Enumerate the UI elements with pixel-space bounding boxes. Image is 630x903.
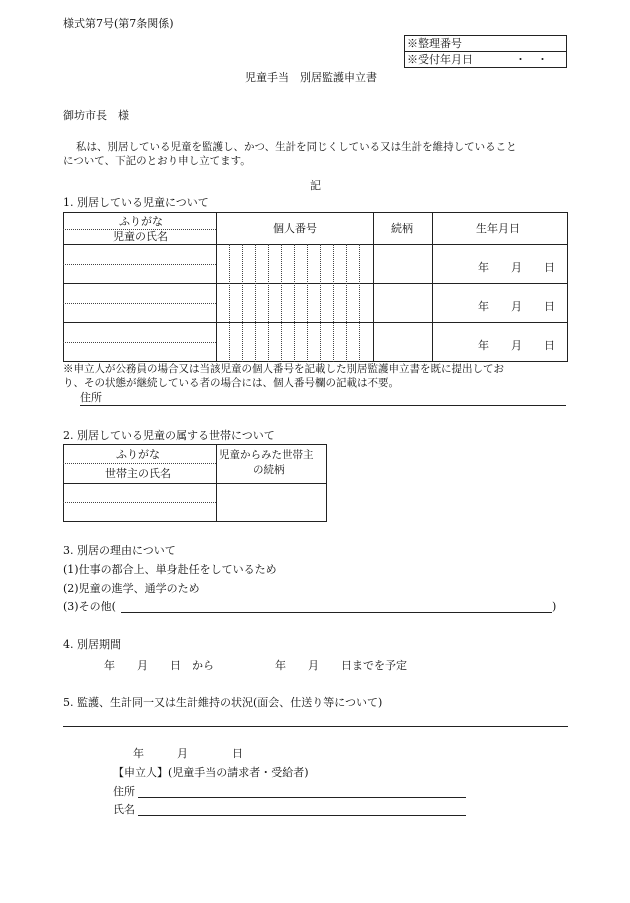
child-birthdate-row-2: 年 月 日: [478, 300, 555, 313]
mynumber-note-line-1: ※申立人が公務員の場合又は当該児童の個人番号を記載した別居監護申立書を既に提出してお: [63, 363, 504, 375]
child-table: [63, 212, 568, 362]
birthdate-header: 生年月日: [476, 222, 520, 235]
period-to: 年 月 日までを予定: [275, 659, 407, 672]
office-box-row1: ※整理番号: [407, 37, 462, 50]
reason-2: (2)児童の進学、通学のため: [63, 582, 200, 595]
householder-furigana-header: ふりがな: [116, 448, 160, 461]
reason-1: (1)仕事の都合上、単身赴任をしているため: [63, 563, 277, 576]
section1-heading: 1. 別居している児童について: [63, 196, 209, 209]
applicant-address-line[interactable]: [138, 797, 466, 798]
child-furigana-header: ふりがな: [119, 215, 163, 228]
applicant-address-label: 住所: [113, 785, 135, 798]
section5-heading: 5. 監護、生計同一又は生計維持の状況(面会、仕送り等について): [63, 696, 383, 709]
office-box-divider: [404, 51, 567, 52]
householder-relation-header-1: 児童からみた世帯主: [219, 449, 314, 461]
child-name-header: 児童の氏名: [113, 230, 168, 243]
householder-name-header: 世帯主の氏名: [105, 467, 171, 480]
reason-other-line[interactable]: [121, 612, 552, 613]
statement-line-2: について、下記のとおり申し立てます。: [63, 155, 251, 167]
applicant-label: 【申立人】(児童手当の請求者・受給者): [113, 766, 309, 779]
mynumber-note-line-2: り、その状態が継続している者の場合には、個人番号欄の記載は不要。: [63, 377, 399, 389]
household-table: [63, 444, 327, 522]
form-number: 様式第7号(第7条関係): [63, 17, 174, 30]
ki-mark: 記: [310, 179, 321, 192]
signature-date: 年 月 日: [133, 747, 243, 760]
applicant-name-label: 氏名: [113, 803, 135, 816]
status-line[interactable]: [63, 726, 568, 727]
period-from: 年 月 日 から: [104, 659, 214, 672]
applicant-name-line[interactable]: [138, 815, 466, 816]
mynumber-header: 個人番号: [273, 222, 317, 235]
section3-heading: 3. 別居の理由について: [63, 544, 176, 557]
addressee: 御坊市長 様: [63, 109, 129, 122]
relation-header: 続柄: [391, 222, 413, 235]
reason-3: (3)その他(: [63, 600, 116, 613]
statement-line-1: 私は、別居している児童を監護し、かつ、生計を同じくしている又は生計を維持していること: [76, 141, 517, 153]
child-address-line[interactable]: [80, 405, 566, 406]
section2-heading: 2. 別居している児童の属する世帯について: [63, 429, 275, 442]
page-title: 児童手当 別居監護申立書: [245, 71, 377, 84]
office-box-dots: ・ ・: [515, 53, 548, 66]
section4-heading: 4. 別居期間: [63, 638, 121, 651]
child-birthdate-row-1: 年 月 日: [478, 261, 555, 274]
child-birthdate-row-3: 年 月 日: [478, 339, 555, 352]
child-address-label: 住所: [80, 391, 102, 404]
office-box-row2: ※受付年月日: [407, 53, 473, 66]
reason-3-close: ): [552, 600, 557, 613]
householder-relation-header-2: の続柄: [253, 464, 285, 476]
